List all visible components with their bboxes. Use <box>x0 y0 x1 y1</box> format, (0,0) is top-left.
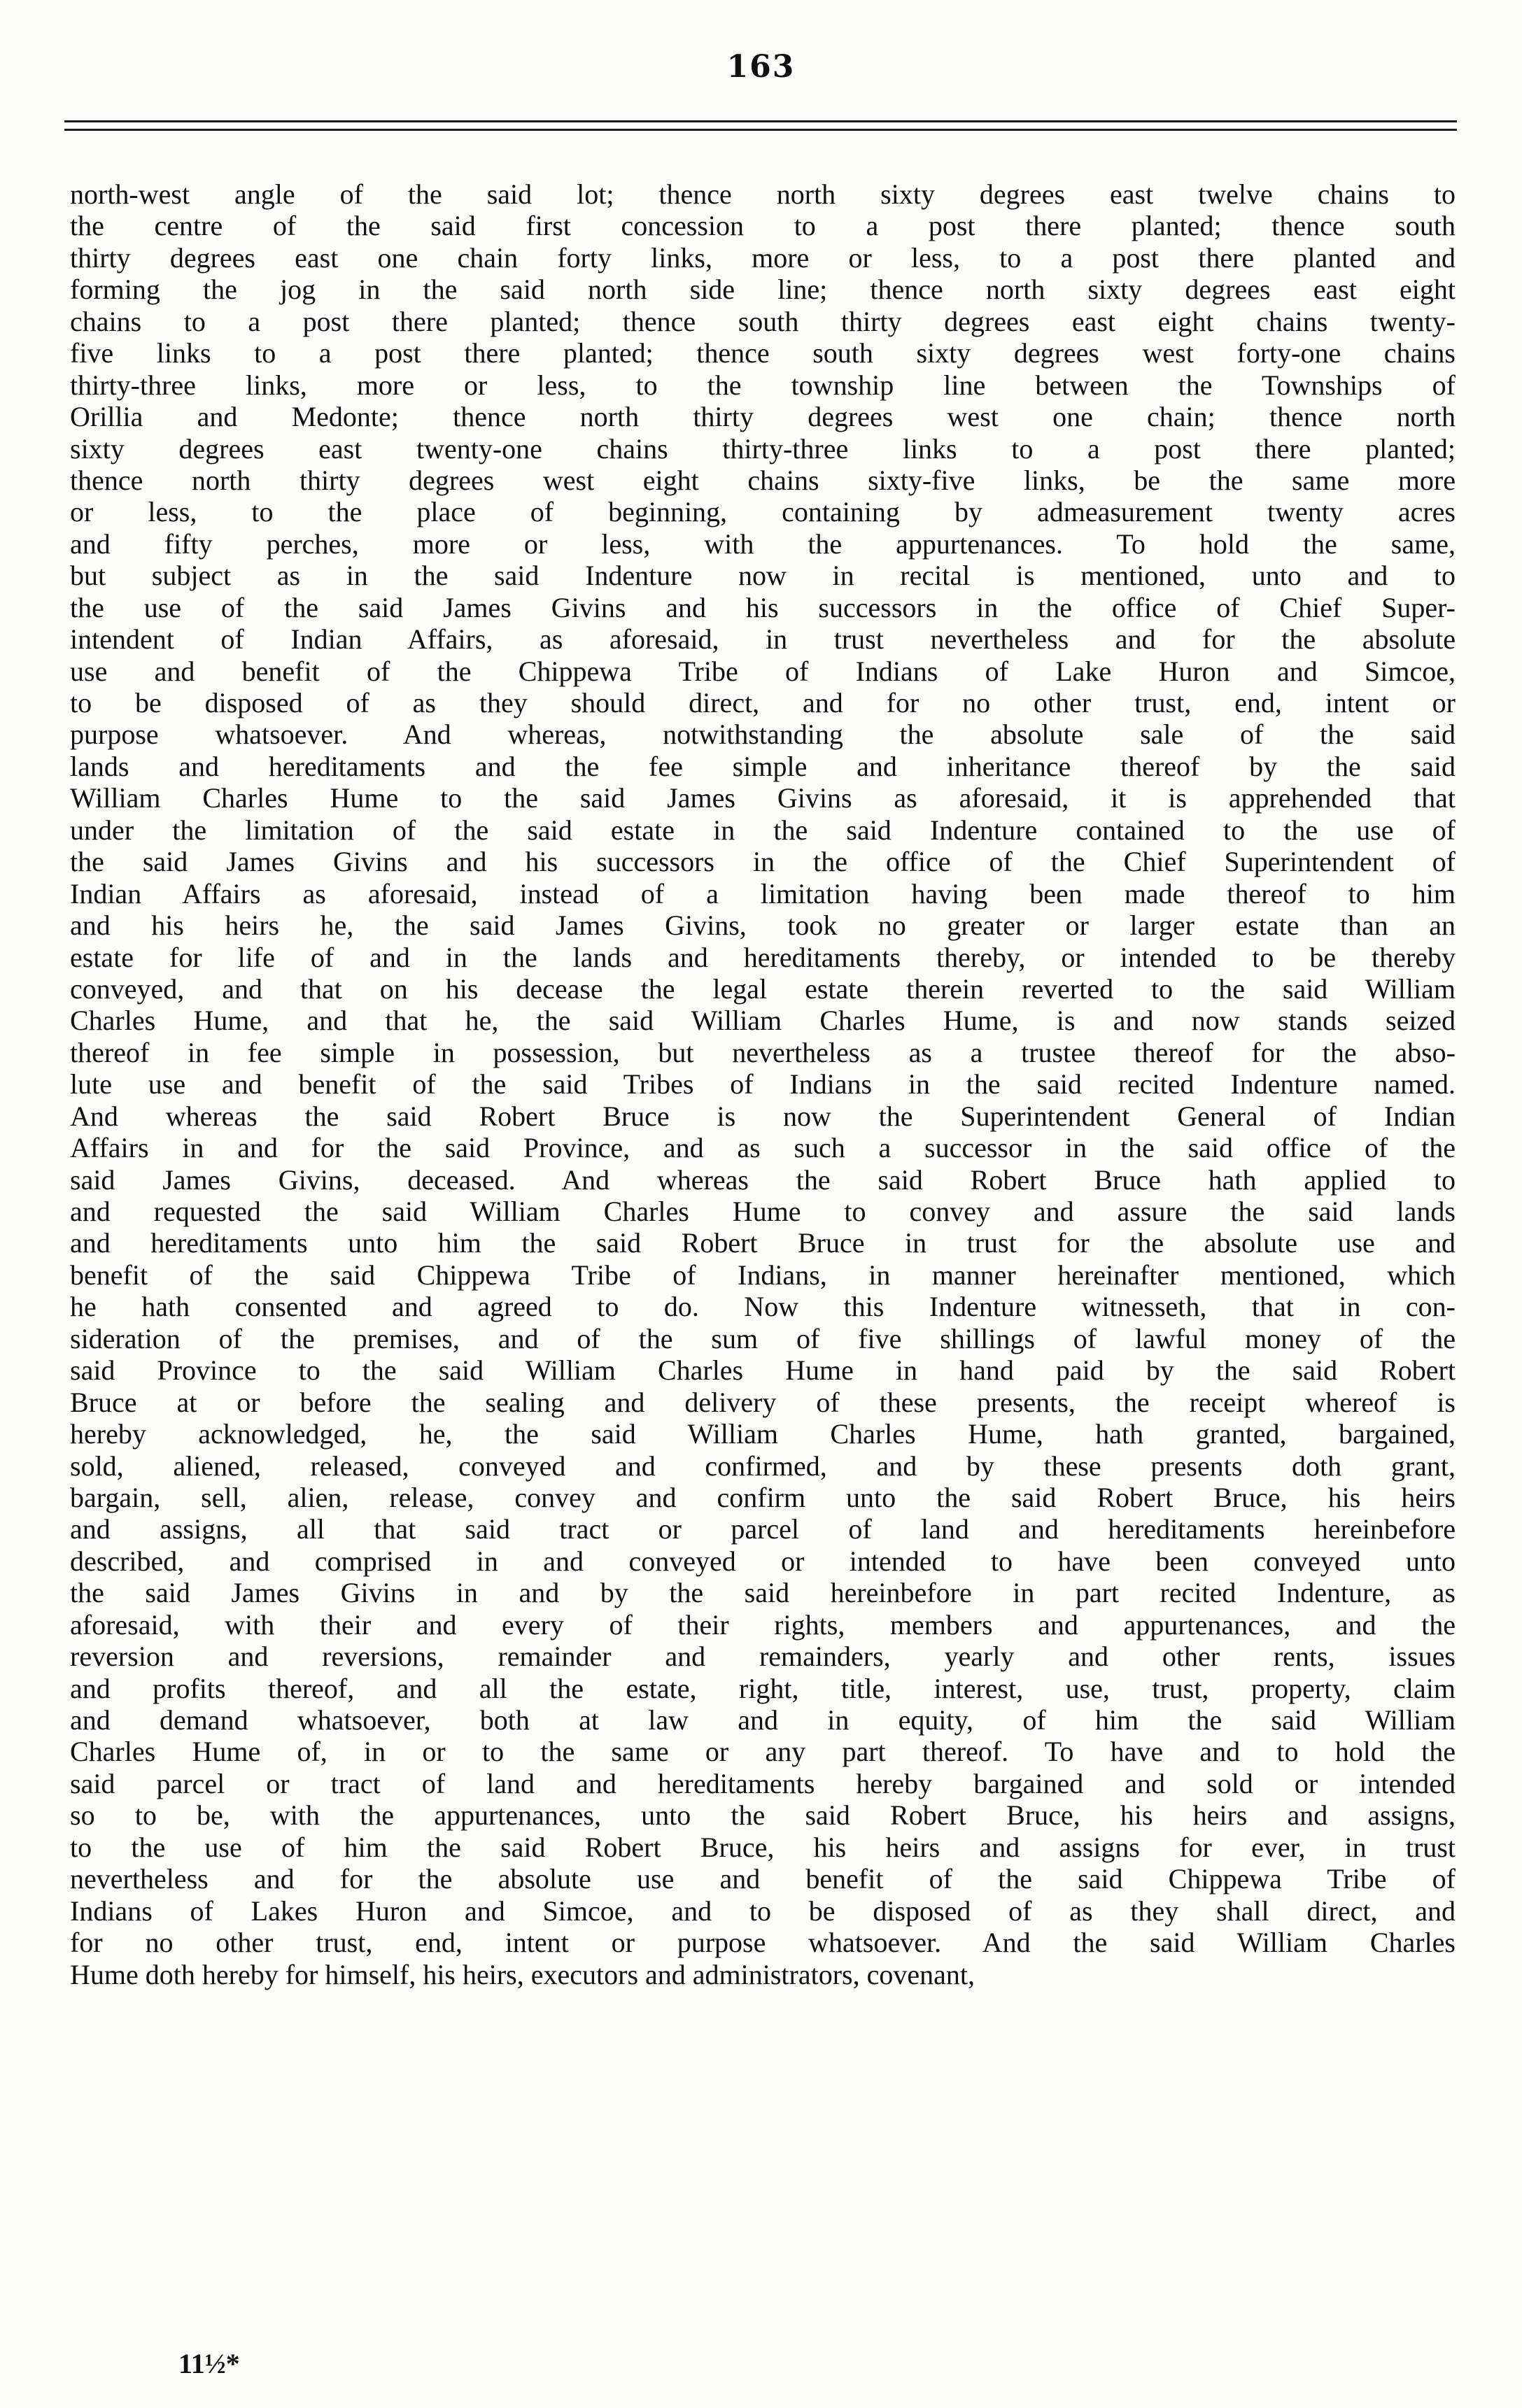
text-line: thirty-three links, more or less, to the township line between the Townships of <box>70 369 1456 401</box>
text-line: conveyed, and that on his decease the legal estate therein reverted to the said William <box>70 972 1456 1005</box>
text-line: and requested the said William Charles Hume to convey and assure the said lands <box>70 1196 1456 1227</box>
text-line: but subject as in the said Indenture now in recital is mentioned, unto and to <box>70 560 1456 592</box>
text-line: sold, aliened, released, conveyed and confirmed, and by these presents doth grant, <box>70 1450 1456 1482</box>
text-line: Indians of Lakes Huron and Simcoe, and to be disposed of as they shall direct, and <box>70 1894 1456 1927</box>
text-line: intendent of Indian Affairs, as aforesaid, in trust nevertheless and for the absolute <box>70 623 1456 656</box>
text-line: William Charles Hume to the said James Givins as aforesaid, it is apprehended that <box>70 782 1456 814</box>
text-line: bargain, sell, alien, release, convey and confirm unto the said Robert Bruce, his heirs <box>70 1481 1456 1513</box>
text-line: Affairs in and for the said Province, and as such a successor in the said office of the <box>70 1132 1456 1164</box>
text-line: to the use of him the said Robert Bruce, his heirs and assigns for ever, in trust <box>70 1831 1456 1863</box>
text-line: forming the jog in the said north side line; thence north sixty degrees east eight <box>70 274 1456 306</box>
text-line: benefit of the said Chippewa Tribe of Indians, in manner hereinafter mentioned, which <box>70 1259 1456 1291</box>
text-line: the said James Givins and his successors in the office of the Chief Superintendent of <box>70 846 1456 878</box>
text-line: he hath consented and agreed to do. Now this Indenture witnesseth, that in con- <box>70 1291 1456 1323</box>
text-line: said parcel or tract of land and hereditaments hereby bargained and sold or intended <box>70 1767 1456 1799</box>
text-line: chains to a post there planted; thence south thirty degrees east eight chains twenty- <box>70 305 1456 337</box>
text-line: and assigns, all that said tract or parcel of land and hereditaments hereinbefore <box>70 1513 1456 1545</box>
text-line: Charles Hume of, in or to the same or any part thereof. To have and to hold the <box>70 1736 1456 1768</box>
text-line: thereof in fee simple in possession, but nevertheless as a trustee thereof for the abso- <box>70 1036 1456 1068</box>
text-line: the use of the said James Givins and his successors in the office of Chief Super- <box>70 591 1456 623</box>
text-line: estate for life of and in the lands and hereditaments thereby, or intended to be thereby <box>70 941 1456 973</box>
text-line: and demand whatsoever, both at law and in equity, of him the said William <box>70 1704 1456 1736</box>
text-line: north-west angle of the said lot; thence north sixty degrees east twelve chains to <box>70 178 1456 210</box>
text-line: reversion and reversions, remainder and remainders, yearly and other rents, issues <box>70 1641 1456 1673</box>
text-line: or less, to the place of beginning, containing by admeasurement twenty acres <box>70 496 1456 528</box>
text-line: and hereditaments unto him the said Robert Bruce in trust for the absolute use and <box>70 1227 1456 1259</box>
text-line: five links to a post there planted; thence south sixty degrees west forty-one chains <box>70 337 1456 369</box>
text-line: lute use and benefit of the said Tribes of Indians in the said recited Indenture named. <box>70 1068 1456 1100</box>
text-line: said Province to the said William Charles Hume in hand paid by the said Robert <box>70 1354 1456 1387</box>
text-line: the said James Givins in and by the said hereinbefore in part recited Indenture, as <box>70 1577 1456 1609</box>
text-line: under the limitation of the said estate in the said Indenture contained to the use of <box>70 814 1456 846</box>
text-line: said James Givins, deceased. And whereas the said Robert Bruce hath applied to <box>70 1163 1456 1196</box>
text-line: sideration of the premises, and of the sum of five shillings of lawful money of the <box>70 1322 1456 1354</box>
text-line: for no other trust, end, intent or purpose whatsoever. And the said William Charles <box>70 1927 1456 1959</box>
text-line: use and benefit of the Chippewa Tribe of Indians of Lake Huron and Simcoe, <box>70 655 1456 687</box>
text-line: Hume doth hereby for himself, his heirs, executors and administrators, covenant, <box>70 1958 975 1990</box>
header-rule-top <box>64 120 1457 122</box>
text-line: lands and hereditaments and the fee simple and inheritance thereof by the said <box>70 750 1456 782</box>
text-line: thence north thirty degrees west eight chains sixty-five links, be the same more <box>70 464 1456 496</box>
header-rule-bottom <box>64 129 1457 131</box>
body-text <box>70 178 1456 1990</box>
text-line: and his heirs he, the said James Givins, took no greater or larger estate than an <box>70 909 1456 942</box>
text-line: Indian Affairs as aforesaid, instead of a limitation having been made thereof to him <box>70 877 1456 909</box>
text-line: described, and comprised in and conveyed or intended to have been conveyed unto <box>70 1545 1456 1577</box>
text-line: the centre of the said first concession to a post there planted; thence south <box>70 210 1456 242</box>
text-line: to be disposed of as they should direct, and for no other trust, end, intent or <box>70 687 1456 718</box>
text-line: And whereas the said Robert Bruce is now the Superintendent General of Indian <box>70 1100 1456 1132</box>
text-line: Bruce at or before the sealing and delivery of these presents, the receipt whereof is <box>70 1386 1456 1418</box>
text-line: thirty degrees east one chain forty links, more or less, to a post there planted and <box>70 241 1456 274</box>
text-line: aforesaid, with their and every of their rights, members and appurtenances, and the <box>70 1608 1456 1641</box>
text-line: hereby acknowledged, he, the said William Charles Hume, hath granted, bargained, <box>70 1418 1456 1450</box>
text-line: sixty degrees east twenty-one chains thirty-three links to a post there planted; <box>70 432 1456 465</box>
signature-mark: 11½* <box>178 2348 240 2379</box>
page-number: 163 <box>726 49 796 85</box>
text-line: and profits thereof, and all the estate, right, title, interest, use, trust, property, claim <box>70 1672 1456 1704</box>
text-line: and fifty perches, more or less, with the appurtenances. To hold the same, <box>70 527 1456 560</box>
text-line: purpose whatsoever. And whereas, notwithstanding the absolute sale of the said <box>70 718 1456 751</box>
text-line: so to be, with the appurtenances, unto the said Robert Bruce, his heirs and assigns, <box>70 1799 1456 1832</box>
text-line: Charles Hume, and that he, the said William Charles Hume, is and now stands seized <box>70 1005 1456 1037</box>
text-line: Orillia and Medonte; thence north thirty degrees west one chain; thence north <box>70 401 1456 433</box>
text-line: nevertheless and for the absolute use and benefit of the said Chippewa Tribe of <box>70 1863 1456 1895</box>
